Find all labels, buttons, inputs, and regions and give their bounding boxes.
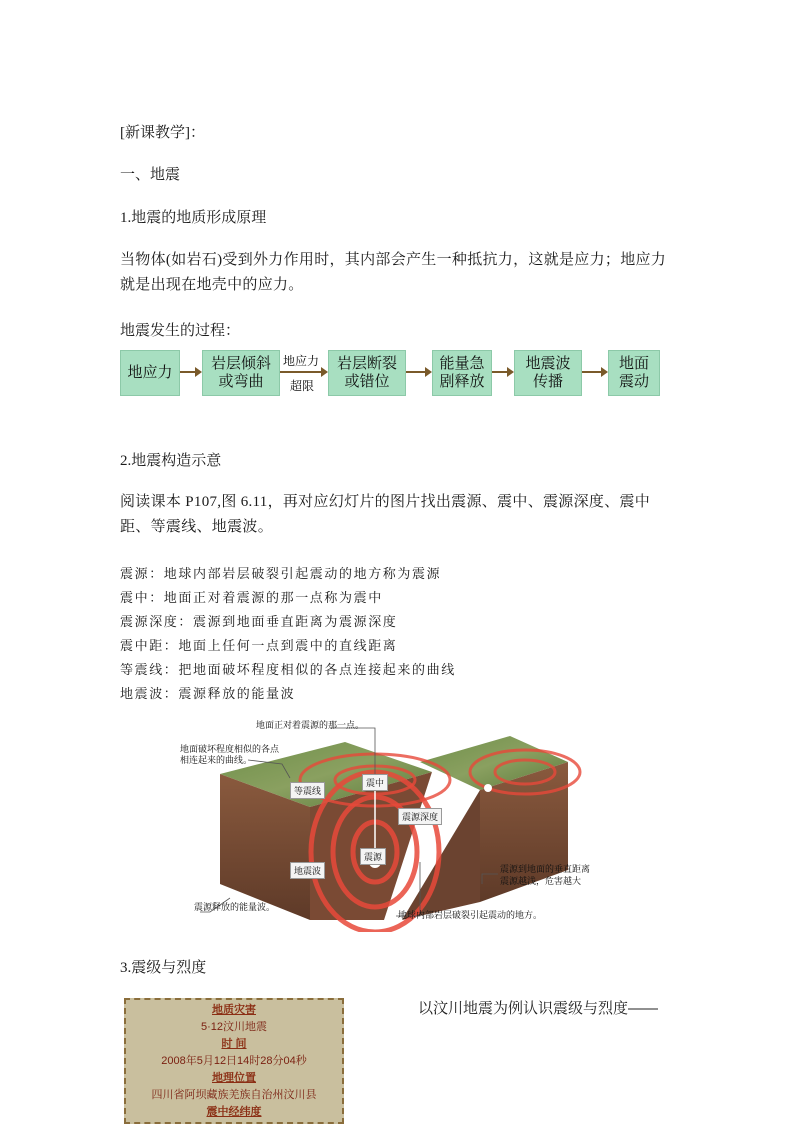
diagram-note-isoseismal-line2: 相连起来的曲线。 xyxy=(180,755,253,765)
heading-earthquake: 一、地震 xyxy=(120,167,181,183)
paragraph-stress: 当物体(如岩石)受到外力作用时，其内部会产生一种抵抗力，这就是应力；地应力就是出现在地壳中的应力。 xyxy=(120,252,667,293)
definition-wave: 地震波：震源释放的能量波 xyxy=(120,687,296,702)
process-flowchart xyxy=(120,350,660,396)
diagram-tag-wave: 地震波 xyxy=(290,862,325,879)
flow-box-tilt: 岩层倾斜 或弯曲 xyxy=(202,350,280,396)
diagram-note-isoseismal-line1: 地面破坏程度相似的各点 xyxy=(180,744,280,754)
flow-label-exceed: 超限 xyxy=(290,379,315,393)
paragraph-reading: 阅读课本 P107,图 6.11，再对应幻灯片的图片找出震源、震中、震源深度、震中距、等震线、地震波。 xyxy=(120,494,651,535)
flow-label-stress: 地应力 xyxy=(283,354,320,368)
definition-isoseismal: 等震线：把地面破坏程度相似的各点连接起来的曲线 xyxy=(120,663,456,678)
flow-arrow xyxy=(582,371,606,373)
diagram-note-depth-line1: 震源到地面的垂直距离 xyxy=(500,864,591,874)
diagram-note-depth-line2: 震源越浅，危害越大 xyxy=(500,876,582,886)
flow-arrow xyxy=(280,371,326,373)
subheading-formation: 1.地震的地质形成原理 xyxy=(120,210,267,226)
flow-arrow xyxy=(406,371,430,373)
diagram-tag-focus: 震源 xyxy=(360,848,386,865)
diagram-note-epicenter: 地面正对着震源的那一点。 xyxy=(256,720,365,730)
flow-box-stress: 地应力 xyxy=(120,350,180,396)
flow-box-energy: 能量急 剧释放 xyxy=(432,350,492,396)
subheading-magnitude: 3.震级与烈度 xyxy=(120,960,207,976)
info-heading-coordinates: 震中经纬度 xyxy=(206,1106,262,1118)
diagram-tag-isoseismal: 等震线 xyxy=(290,782,325,799)
info-heading-disaster: 地质灾害 xyxy=(212,1004,256,1016)
diagram-note-wave: 震源释放的能量波。 xyxy=(194,902,276,912)
process-label: 地震发生的过程： xyxy=(120,323,241,339)
subheading-structure: 2.地震构造示意 xyxy=(120,453,222,469)
flow-box-fracture: 岩层断裂 或错位 xyxy=(328,350,406,396)
flow-box-ground: 地面 震动 xyxy=(608,350,660,396)
diagram-note-focus: 地球内部岩层破裂引起震动的地方。 xyxy=(398,910,543,920)
definition-depth: 震源深度：震源到地面垂直距离为震源深度 xyxy=(120,615,398,630)
flow-arrow xyxy=(492,371,512,373)
definition-epicenter: 震中：地面正对着震源的那一点称为震中 xyxy=(120,591,383,606)
diagram-tag-epicenter: 震中 xyxy=(362,774,388,791)
info-value-time: 2008年5月12日14时28分04秒 xyxy=(161,1055,307,1067)
earthquake-structure-diagram xyxy=(170,712,630,932)
side-caption: 以汶川地震为例认识震级与烈度—— xyxy=(418,1000,659,1017)
info-heading-time: 时 间 xyxy=(221,1038,247,1050)
diagram-tag-depth: 震源深度 xyxy=(398,808,442,825)
info-heading-location: 地理位置 xyxy=(212,1072,256,1084)
definition-focus: 震源：地球内部岩层破裂引起震动的地方称为震源 xyxy=(120,567,442,582)
wenchuan-info-card xyxy=(124,998,344,1124)
flow-box-wave: 地震波 传播 xyxy=(514,350,582,396)
info-value-event: 5·12汶川地震 xyxy=(200,1021,268,1033)
definition-distance: 震中距：地面上任何一点到震中的直线距离 xyxy=(120,639,398,654)
flow-arrow xyxy=(180,371,200,373)
info-value-location: 四川省阿坝藏族羌族自治州汶川县 xyxy=(151,1089,317,1101)
section-label: [新课教学]： xyxy=(120,125,205,141)
